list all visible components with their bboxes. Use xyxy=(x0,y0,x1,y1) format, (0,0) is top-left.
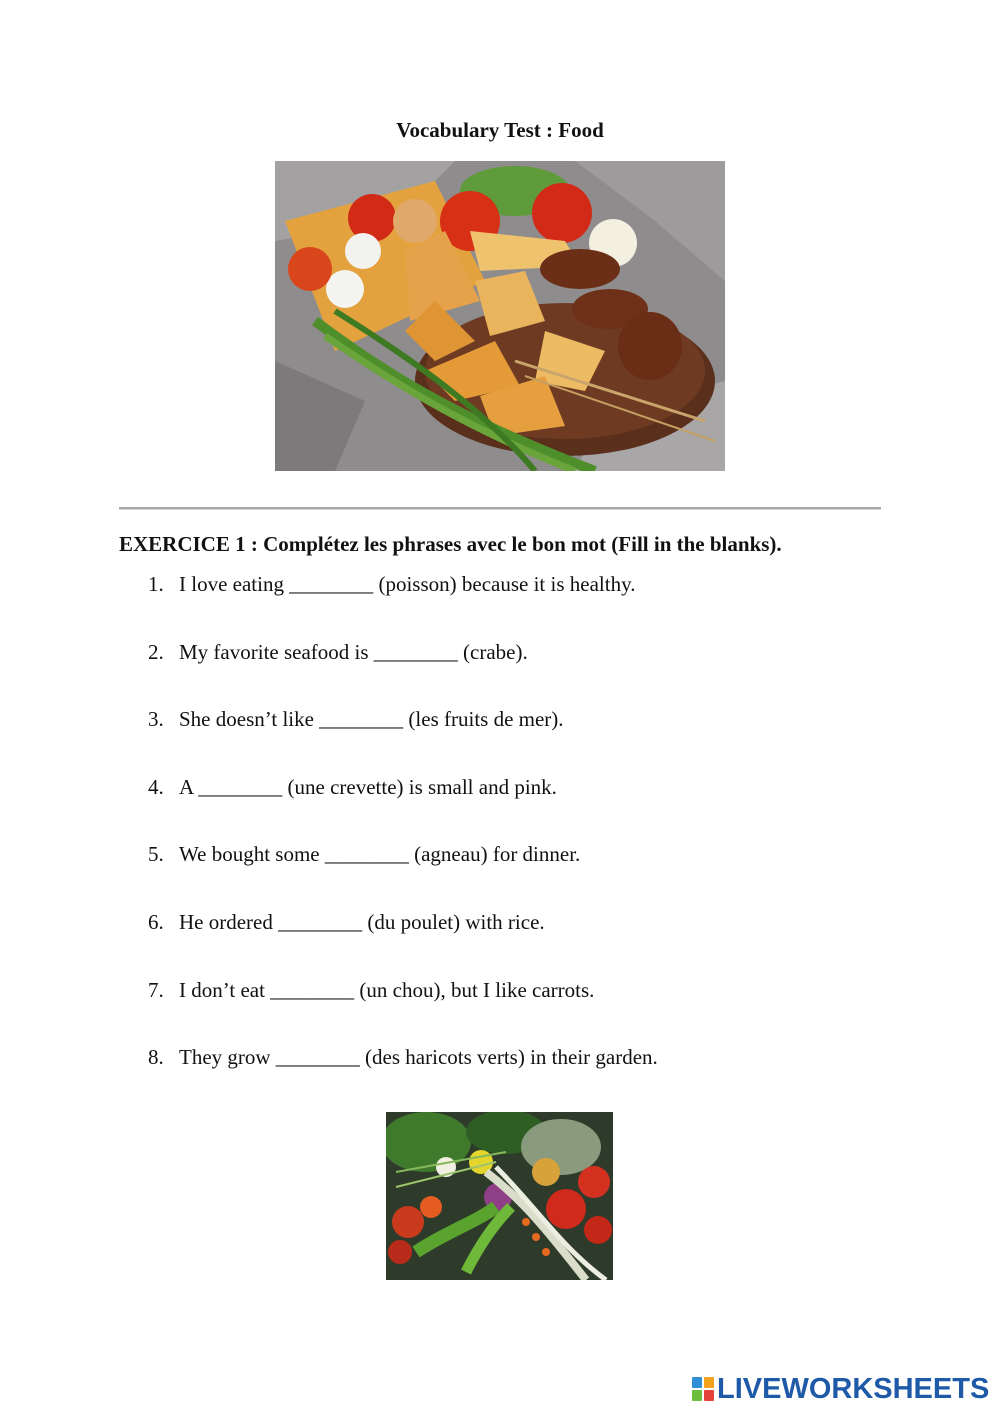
question-number: 4. xyxy=(148,774,164,799)
question-text: I love eating ________ (poisson) because it is healthy. xyxy=(179,572,636,596)
question-text: He ordered ________ (du poulet) with rice. xyxy=(179,909,545,934)
section-divider xyxy=(119,507,881,510)
question-text: I don’t eat ________ (un chou), but I like carrots. xyxy=(179,977,595,1002)
question-number: 2. xyxy=(148,639,164,664)
question-text: She doesn’t like ________ (les fruits de mer). xyxy=(179,707,564,732)
vegetables-photo xyxy=(386,1112,613,1280)
question-text: We bought some ________ (agneau) for dinner. xyxy=(179,842,581,867)
question-item xyxy=(148,1045,658,1113)
brand-name: LIVEWORKSHEETS xyxy=(717,1373,990,1405)
question-item xyxy=(148,775,658,843)
question-text: My favorite seafood is ________ (crabe). xyxy=(179,639,528,664)
question-number: 5. xyxy=(148,842,164,867)
question-list xyxy=(148,572,658,1113)
question-number: 1. xyxy=(148,572,164,596)
exercise-heading: EXERCICE 1 : Complétez les phrases avec le bon mot (Fill in the blanks). xyxy=(119,532,782,556)
food-platter-photo xyxy=(275,161,725,471)
question-text: A ________ (une crevette) is small and pink. xyxy=(179,774,557,799)
question-item xyxy=(148,640,658,708)
question-item xyxy=(148,910,658,978)
question-item xyxy=(148,978,658,1046)
liveworksheets-logo xyxy=(692,1374,989,1404)
question-number: 6. xyxy=(148,909,164,934)
question-number: 8. xyxy=(148,1045,164,1070)
question-item xyxy=(148,707,658,775)
question-item xyxy=(148,842,658,910)
question-text: They grow ________ (des haricots verts) in their garden. xyxy=(179,1045,658,1070)
question-number: 7. xyxy=(148,977,164,1002)
page-title: Vocabulary Test : Food xyxy=(396,118,604,142)
liveworksheets-logo-icon xyxy=(692,1377,714,1401)
question-item xyxy=(148,572,658,640)
question-number: 3. xyxy=(148,707,164,732)
